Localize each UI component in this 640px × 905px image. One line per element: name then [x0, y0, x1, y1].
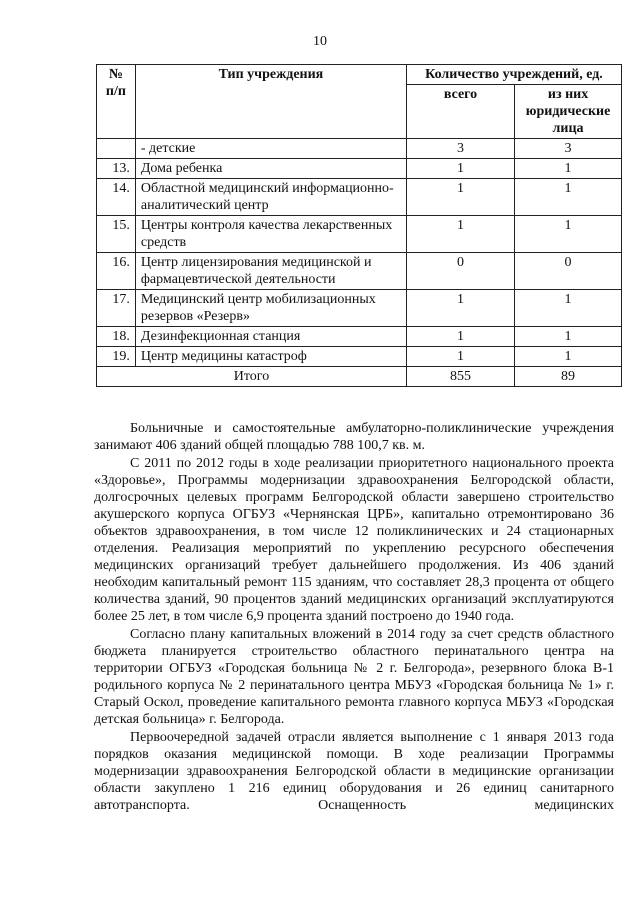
row-name: Дома ребенка: [135, 159, 406, 179]
row-num: 13.: [97, 159, 136, 179]
total-legal: 89: [515, 367, 622, 387]
row-num: 17.: [97, 290, 136, 327]
row-all: 0: [406, 253, 514, 290]
page-number: 10: [313, 34, 327, 49]
row-name: Центр медицины катастроф: [135, 347, 406, 367]
row-name: Дезинфекционная станция: [135, 327, 406, 347]
table-row: [97, 179, 622, 216]
row-name: Центры контроля качества лекарственных средств: [135, 216, 406, 253]
row-legal: 0: [515, 253, 622, 290]
row-num: 15.: [97, 216, 136, 253]
row-legal: 1: [515, 327, 622, 347]
row-legal: 1: [515, 290, 622, 327]
paragraph: Первоочередной задачей отрасли является выполнение с 1 января 2013 года порядков оказания медицинской помощи. В ходе реализации Программы модернизации здравоохранения Белгородской области в медицинские организации области закуплено 1 216 единиц оборудования и 26 единиц санитарного автотранспорта. Оснащенность медицинских: [94, 730, 614, 813]
row-all: 1: [406, 290, 514, 327]
row-all: 1: [406, 159, 514, 179]
header-all: всего: [406, 85, 514, 139]
row-legal: 3: [515, 139, 622, 159]
body-text: [94, 420, 614, 815]
row-num: 19.: [97, 347, 136, 367]
table-row: [97, 347, 622, 367]
total-all: 855: [406, 367, 514, 387]
row-num: [97, 139, 136, 159]
row-legal: 1: [515, 159, 622, 179]
row-all: 1: [406, 327, 514, 347]
paragraph: Больничные и самостоятельные амбулаторно-поликлинические учреждения занимают 406 зданий общей площадью 788 100,7 кв. м.: [94, 421, 614, 453]
header-num: № п/п: [97, 65, 136, 139]
paragraph: С 2011 по 2012 годы в ходе реализации приоритетного национального проекта «Здоровье», Программы модернизации здравоохранения Белгородской области, долгосрочных целевых программ Белгородской области завершено строительство акушерского корпуса ОГБУЗ «Чернянская ЦРБ», капитально отремонтировано 36 объектов здравоохранения, в том числе 12 поликлинических и 24 стационарных отделения. Реализация мероприятий по укреплению ресурсного обеспечения медицинских организаций требует дальнейшего продолжения. Из 406 зданий необходим капитальный ремонт 115 зданиям, что составляет 28,3 процента от общего количества зданий, 90 процентов зданий медицинских организаций эксплуатируются более 25 лет, в том числе 6,9 процента зданий построено до 1940 года.: [94, 456, 614, 624]
header-legal: из них юридические лица: [515, 85, 622, 139]
table-row: [97, 253, 622, 290]
row-num: 16.: [97, 253, 136, 290]
table-total-row: [97, 367, 622, 387]
row-all: 3: [406, 139, 514, 159]
row-legal: 1: [515, 347, 622, 367]
row-num: 14.: [97, 179, 136, 216]
table-header-row: [97, 65, 622, 85]
table-row: [97, 159, 622, 179]
table-body: [97, 139, 622, 367]
total-label: Итого: [97, 367, 407, 387]
row-legal: 1: [515, 179, 622, 216]
table-row: [97, 327, 622, 347]
row-name: Медицинский центр мобилизационных резервов «Резерв»: [135, 290, 406, 327]
row-name: Областной медицинский информационно-аналитический центр: [135, 179, 406, 216]
paragraph: Согласно плану капитальных вложений в 2014 году за счет средств областного бюджета планируется строительство областного перинатального центра на территории ОГБУЗ «Городская больница № 2 г. Белгорода», резервного блока В-1 родильного корпуса № 2 перинатального центра МБУЗ «Городская больница № 1» г. Старый Оскол, проведение капитального ремонта главного корпуса МБУЗ «Городская детская больница» г. Белгорода.: [94, 627, 614, 727]
table-row: [97, 290, 622, 327]
row-all: 1: [406, 179, 514, 216]
row-legal: 1: [515, 216, 622, 253]
row-name: - детские: [135, 139, 406, 159]
row-num: 18.: [97, 327, 136, 347]
institutions-table: [96, 64, 622, 387]
header-type: Тип учреждения: [135, 65, 406, 139]
row-all: 1: [406, 347, 514, 367]
table-row: [97, 216, 622, 253]
row-name: Центр лицензирования медицинской и фармацевтической деятельности: [135, 253, 406, 290]
row-all: 1: [406, 216, 514, 253]
table-row: [97, 139, 622, 159]
header-count: Количество учреждений, ед.: [406, 65, 621, 85]
